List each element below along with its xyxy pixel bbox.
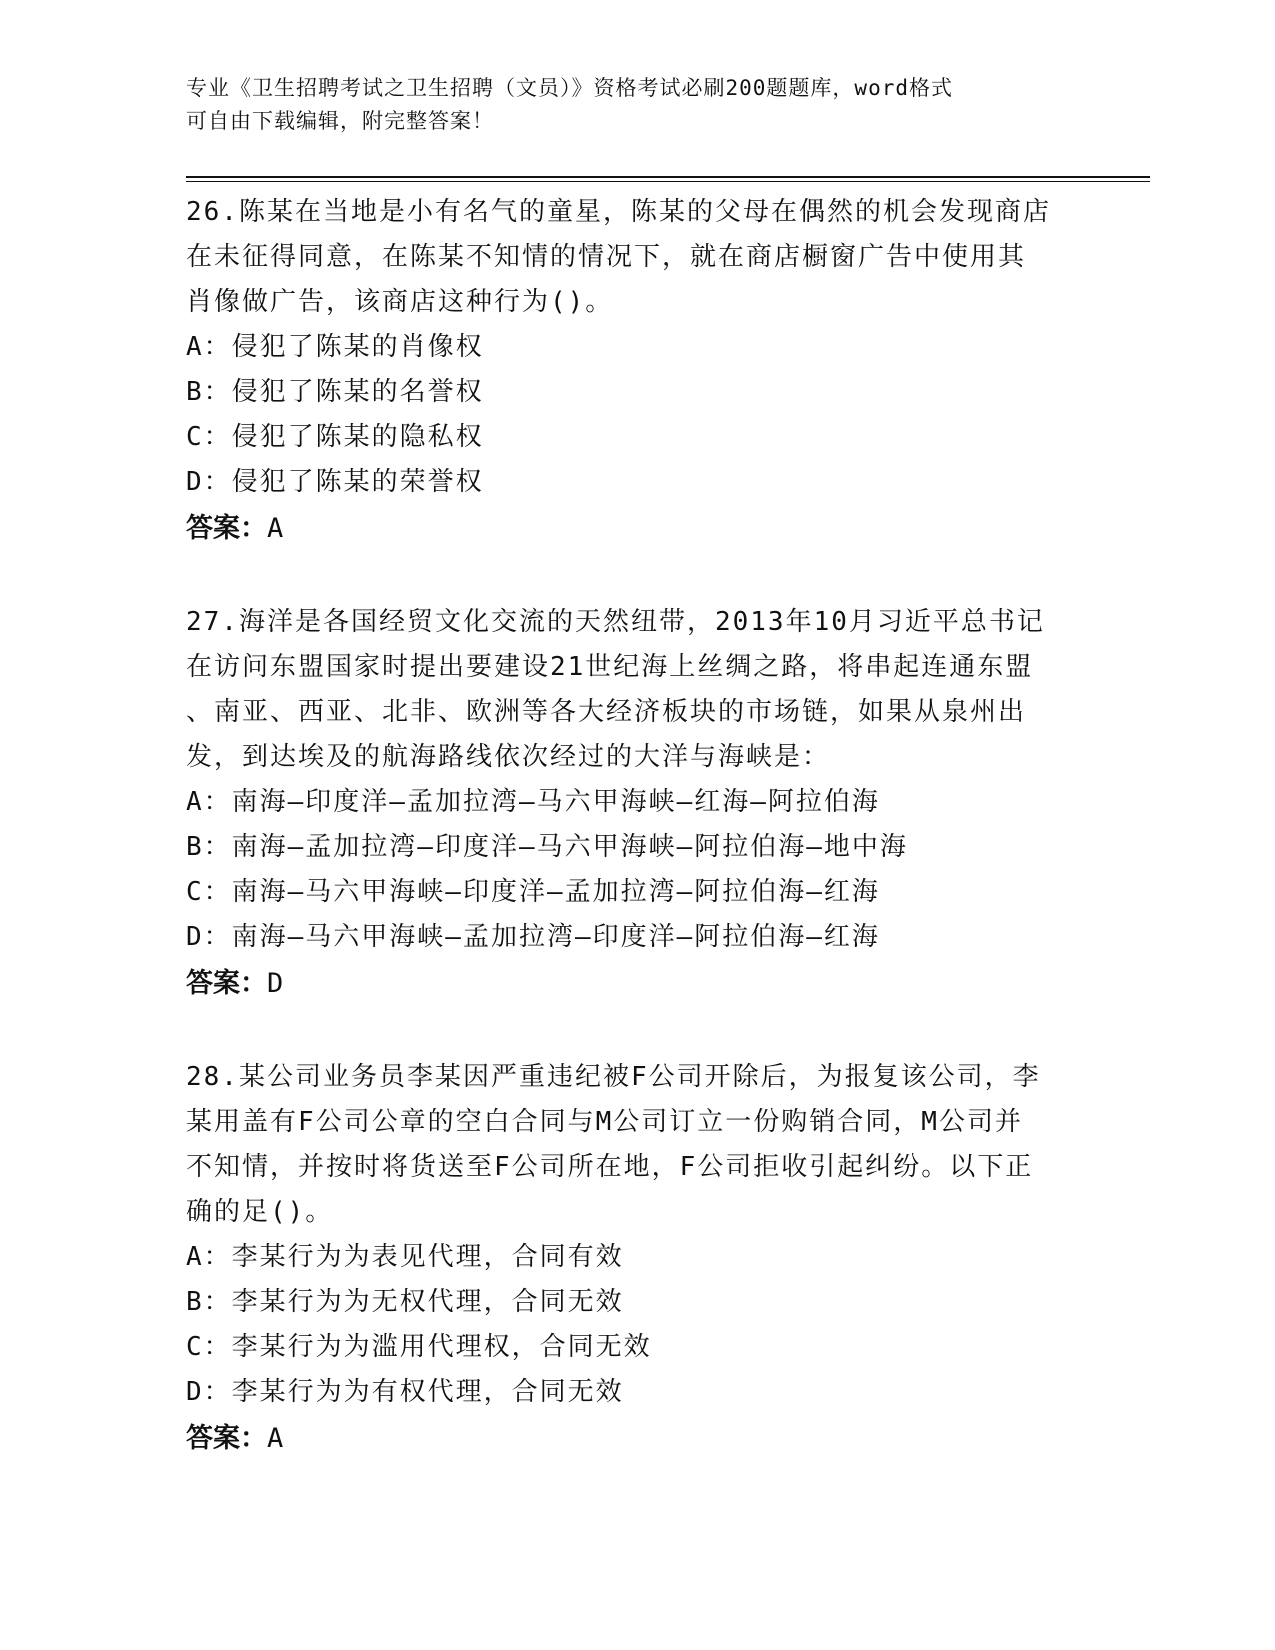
- stem-line: 发，到达埃及的航海路线依次经过的大洋与海峡是：: [186, 742, 831, 772]
- stem-line: 28.某公司业务员李某因严重违纪被F公司开除后，为报复该公司，李: [186, 1062, 1041, 1092]
- stem-line: 肖像做广告，该商店这种行为()。: [186, 287, 614, 317]
- answer-line: [186, 505, 1086, 552]
- stem-line: 某用盖有F公司公章的空白合同与M公司订立一份购销合同，M公司并: [186, 1107, 1023, 1137]
- option-b: B：南海—孟加拉湾—印度洋—马六甲海峡—阿拉伯海—地中海: [186, 832, 908, 862]
- stem-line: 、南亚、西亚、北非、欧洲等各大经济板块的市场链，如果从泉州出: [186, 697, 1027, 727]
- header-divider-thick: [186, 176, 1150, 178]
- answer-value: A: [267, 513, 284, 544]
- stem-line: 不知情，并按时将货送至F公司所在地，F公司拒收引起纠纷。以下正: [186, 1152, 1034, 1182]
- document-header: [186, 72, 1066, 138]
- header-divider-thin: [186, 181, 1150, 182]
- option-c: C：南海—马六甲海峡—印度洋—孟加拉湾—阿拉伯海—红海: [186, 877, 880, 907]
- question-28: [186, 1055, 1086, 1462]
- option-c: C：侵犯了陈某的隐私权: [186, 422, 484, 452]
- answer-value: A: [267, 1423, 284, 1454]
- option-a: A：侵犯了陈某的肖像权: [186, 332, 484, 362]
- question-stem: [186, 190, 1086, 325]
- answer-value: D: [267, 968, 284, 999]
- answer-label: 答案：: [186, 1423, 267, 1454]
- header-line-1: 专业《卫生招聘考试之卫生招聘（文员）》资格考试必刷200题题库，word格式: [186, 76, 953, 100]
- header-line-2: 可自由下载编辑，附完整答案！: [186, 109, 494, 133]
- option-a: A：李某行为为表见代理，合同有效: [186, 1242, 624, 1272]
- answer-line: [186, 960, 1086, 1007]
- option-a: A：南海—印度洋—孟加拉湾—马六甲海峡—红海—阿拉伯海: [186, 787, 880, 817]
- stem-line: 在未征得同意，在陈某不知情的情况下，就在商店橱窗广告中使用其: [186, 242, 1027, 272]
- answer-label: 答案：: [186, 968, 267, 999]
- question-27: [186, 600, 1086, 1007]
- stem-line: 27.海洋是各国经贸文化交流的天然纽带，2013年10月习近平总书记: [186, 607, 1045, 637]
- question-stem: [186, 600, 1086, 780]
- option-d: D：南海—马六甲海峡—孟加拉湾—印度洋—阿拉伯海—红海: [186, 922, 880, 952]
- stem-line: 确的足()。: [186, 1197, 334, 1227]
- answer-label: 答案：: [186, 513, 267, 544]
- option-b: B：侵犯了陈某的名誉权: [186, 377, 484, 407]
- question-stem: [186, 1055, 1086, 1235]
- option-d: D：李某行为为有权代理，合同无效: [186, 1377, 624, 1407]
- option-b: B：李某行为为无权代理，合同无效: [186, 1287, 624, 1317]
- question-26: [186, 190, 1086, 552]
- answer-line: [186, 1415, 1086, 1462]
- stem-line: 26.陈某在当地是小有名气的童星，陈某的父母在偶然的机会发现商店: [186, 197, 1051, 227]
- stem-line: 在访问东盟国家时提出要建设21世纪海上丝绸之路，将串起连通东盟: [186, 652, 1034, 682]
- option-d: D：侵犯了陈某的荣誉权: [186, 467, 484, 497]
- option-c: C：李某行为为滥用代理权，合同无效: [186, 1332, 652, 1362]
